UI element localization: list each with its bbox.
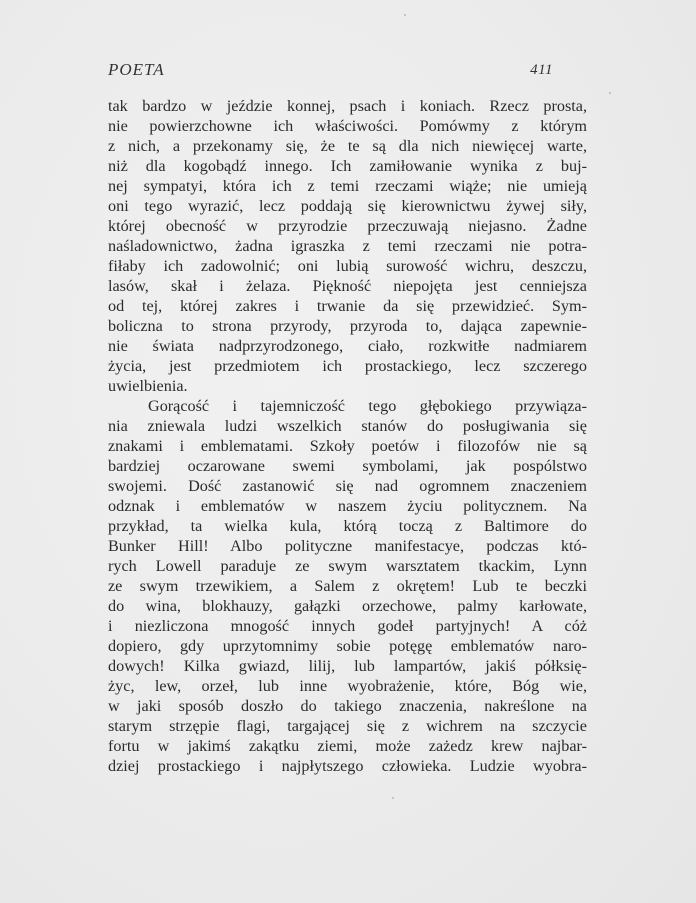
text-line: rych Lowell paraduje ze swym warsztatem tkackim, Lynn [108,557,587,575]
text-line: której obecność w przyrodzie przeczuwają niejasno. Żadne [108,217,587,235]
text-line: życ, lew, orzeł, lub inne wyobrażenie, które, Bóg wie, [108,677,587,695]
text-line: boliczna to strona przyrody, przyroda to, dająca zapewnie- [108,317,587,335]
paper-speck [609,92,611,94]
text-line: nie świata nadprzyrodzonego, ciało, rozkwitłe nadmiarem [108,337,587,355]
text-line: przykład, ta wielka kula, którą toczą z Baltimore do [108,517,587,535]
text-line: lasów, skał i żelaza. Piękność niepojęta jest cenniejsza [108,277,587,295]
text-line: ze swym trzewikiem, a Salem z okrętem! Lub te beczki [108,577,587,595]
text-line: niż dla kogobądź innego. Ich zamiłowanie wynika z buj- [108,157,587,175]
text-line: dopiero, gdy uprzytomnimy sobie potęgę emblematów naro- [108,637,587,655]
text-line: od tej, której zakres i trwanie da się przewidzieć. Sym- [108,297,587,315]
text-line: w jaki sposób doszło do takiego znaczenia, nakreślone na [108,697,587,715]
text-line: nie powierzchowne ich właściwości. Pomówmy z którym [108,117,587,135]
page-number: 411 [530,62,553,78]
paper-speck [404,14,406,16]
text-line: z nich, a przekonamy się, że te są dla nich niewięcej warte, [108,137,587,155]
paragraph-end-line: uwielbienia. [108,377,188,395]
text-line: starym strzępie flagi, targającej się z wichrem na szczycie [108,717,587,735]
text-line: nej sympatyi, która ich z temi rzeczami wiąże; nie umieją [108,177,587,195]
body-text [108,96,587,776]
text-line: życia, jest przedmiotem ich prostackiego, lecz szczerego [108,357,587,375]
text-line: do wina, blokhauzy, gałązki orzechowe, palmy karłowate, [108,597,587,615]
text-line: oni tego wyrazić, lecz poddają się kierownictwu żywej siły, [108,197,587,215]
text-line: odznak i emblematów w naszem życiu politycznem. Na [108,497,587,515]
text-line: fortu w jakimś zakątku ziemi, może zażedz krew najbar- [108,737,587,755]
running-title: POETA [108,60,165,79]
running-head [108,60,553,84]
text-line: i niezliczona mnogość innych godeł partyjnych! A cóż [108,617,587,635]
text-line: naśladownictwo, żadna igraszka z temi rzeczami nie potra- [108,237,587,255]
text-line: nia zniewala ludzi wszelkich stanów do posługiwania się [108,417,587,435]
paper-speck [392,797,394,799]
text-line: bardziej oczarowane swemi symbolami, jak pospólstwo [108,457,587,475]
text-line: dziej prostackiego i najpłytszego człowieka. Ludzie wyobra- [108,757,587,775]
text-line: fiłaby ich zadowolnić; oni lubią surowość wichru, deszczu, [108,257,587,275]
text-line: swojemi. Dość zastanowić się nad ogromnem znaczeniem [108,477,587,495]
paragraph-start-line: Gorącość i tajemniczość tego głębokiego przywiąza- [148,397,587,415]
text-line: znakami i emblematami. Szkoły poetów i filozofów nie są [108,437,587,455]
text-line: Bunker Hill! Albo polityczne manifestacye, podczas któ- [108,537,587,555]
text-line: tak bardzo w jeździe konnej, psach i koniach. Rzecz prosta, [108,97,587,115]
text-line: dowych! Kilka gwiazd, lilij, lub lampartów, jakiś półksię- [108,657,587,675]
